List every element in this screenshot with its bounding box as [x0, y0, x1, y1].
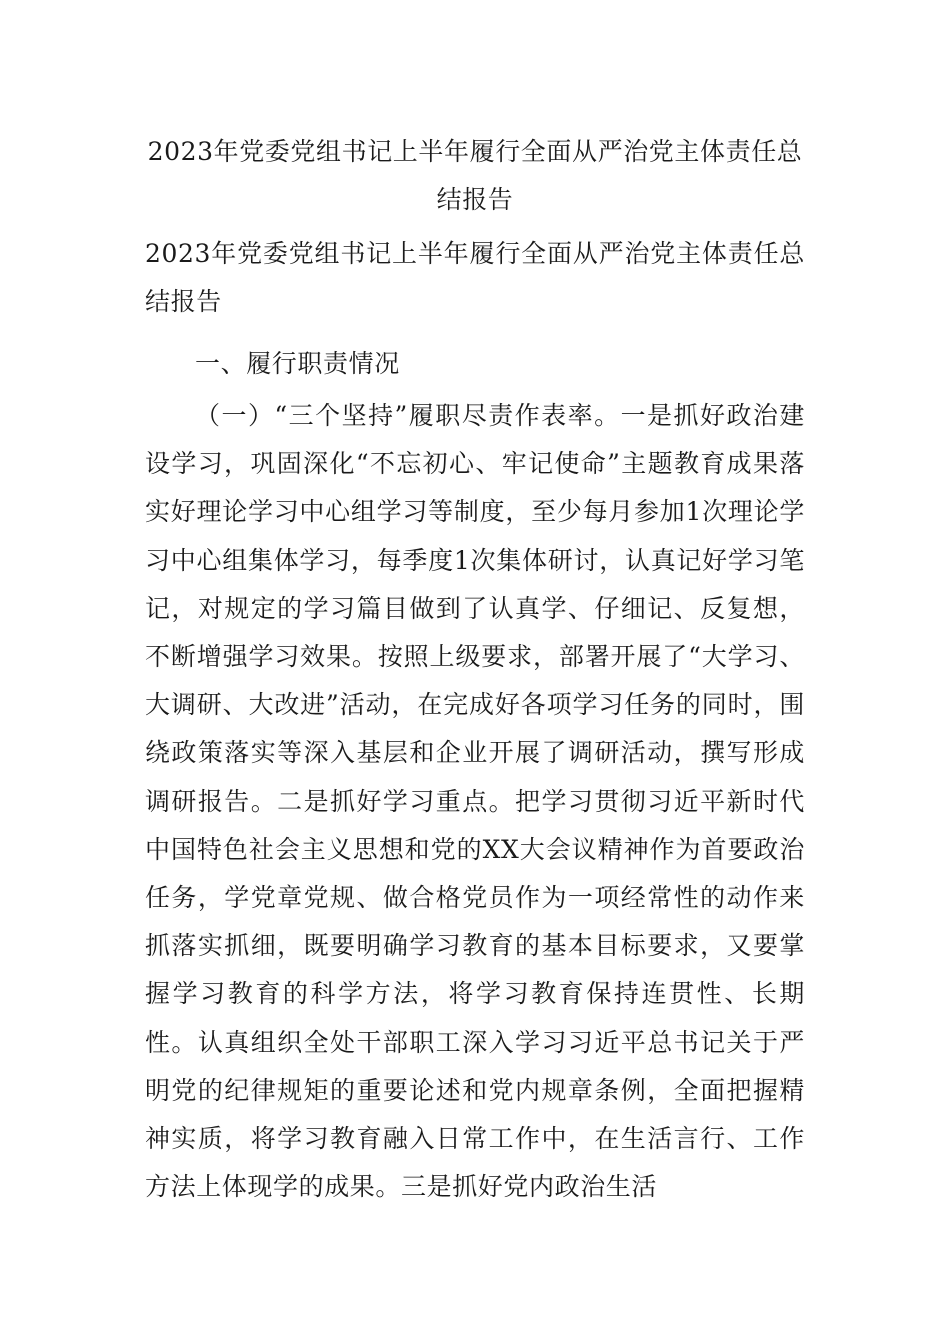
document-body	[145, 128, 805, 1211]
document-subtitle: 2023年党委党组书记上半年履行全面从严治党主体责任总结报告	[145, 239, 805, 316]
document-title: 2023年党委党组书记上半年履行全面从严治党主体责任总结报告	[147, 137, 803, 214]
section-heading: 一、履行职责情况	[195, 349, 400, 378]
body-paragraph: （一）“三个坚持”履职尽责作表率。一是抓好政治建设学习，巩固深化“不忘初心、牢记使命”主题教育成果落实好理论学习中心组学习等制度，至少每月参加1次理论学习中心组集体学习，每季度1次集体研讨，认真记好学习笔记，对规定的学习篇目做到了认真学、仔细记、反复想，不断增强学习效果。按照上级要求，部署开展了“大学习、大调研、大改进”活动，在完成好各项学习任务的同时，围绕政策落实等深入基层和企业开展了调研活动，撰写形成调研报告。二是抓好学习重点。把学习贯彻习近平新时代中国特色社会主义思想和党的XX大会议精神作为首要政治任务，学党章党规、做合格党员作为一项经常性的动作来抓落实抓细，既要明确学习教育的基本目标要求，又要掌握学习教育的科学方法，将学习教育保持连贯性、长期性。认真组织全处干部职工深入学习习近平总书记关于严明党的纪律规矩的重要论述和党内规章条例，全面把握精神实质，将学习教育融入日常工作中，在生活言行、工作方法上体现学的成果。三是抓好党内政治生活	[145, 401, 805, 1202]
